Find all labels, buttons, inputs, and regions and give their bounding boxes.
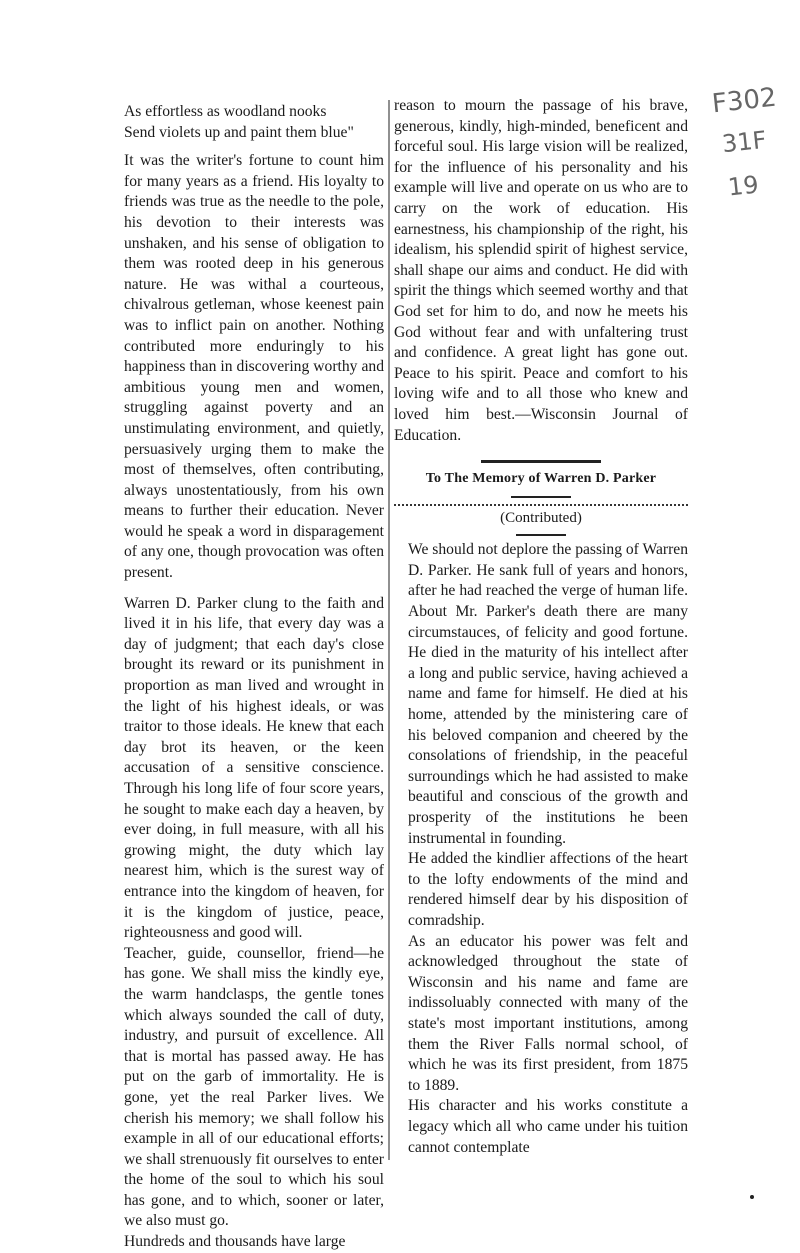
section-rule-top bbox=[481, 460, 601, 463]
dotted-rule bbox=[394, 504, 688, 506]
margin-note-19: 19 bbox=[726, 170, 760, 202]
paragraph-faith: Warren D. Parker clung to the faith and lived it in his life, that every day was a day of judgment; that each day's close brought its reward or its punishment in proportion as man lived and wrought in the light of his highest ideals, or was traitor to those ideals. He knew that each day brot its heaven, or the keen accusation of a sensitive conscience. Through his long life of four score years, he sought to make each day a heaven, by ever doing, in full measure, with all his growing might, the duty which lay nearest him, which is the surest way of entrance into the kingdom of heaven, for it is the kingdom of justice, peace, righteousness and good will. bbox=[124, 594, 384, 942]
poem-line-1: As effortless as woodland nooks bbox=[124, 103, 327, 120]
paragraph-continued: reason to mourn the passage of his brave, generous, kindly, high-minded, beneficent and forceful soul. His large vision will be realized, for the influence of his personality and his example will live and operate on us who are to carry on the work of education. His earnestness, his championship of the right, his idealism, his splendid spirit of highest service, shall shape our aims and conduct. He did with spirit the things which seemed worthy and that God set for him to do, and now he meets his God without fear and with unfaltering trust and confidence. A great light has gone out. Peace to his spirit. Peace and comfort to his loving wife and to all those who knew and loved him best.—Wisconsin Journal of Education. bbox=[394, 97, 688, 444]
margin-note-31f: 31F bbox=[720, 125, 768, 159]
section-rule-mid bbox=[511, 496, 571, 498]
paragraph-deplore: We should not deplore the passing of Warren D. Parker. He sank full of years and honors, after he had reached the verge of human life. About Mr. Parker's death there are many circumstauces, of felicity and good fortune. He died in the maturity of his intellect after a long and public service, having achieved a name and fame for himself. He died at his home, attended by the ministering care of his beloved companion and cheered by the consolations of friendship, in the peaceful surroundings which he had assisted to make beautiful and conscious of the growth and prosperity of the institutions he been instrumental in founding. bbox=[408, 541, 688, 847]
section-title: To The Memory of Warren D. Parker bbox=[425, 471, 657, 487]
ink-speck bbox=[750, 1195, 754, 1199]
poem-quote bbox=[110, 102, 384, 143]
paragraph-educator: As an educator his power was felt and acknowledged throughout the state of Wisconsin and his name and fame are indissoluably connected with many of the state's most important institutions, among them the River Falls normal school, of which he was its first president, from 1875 to 1889. bbox=[408, 932, 688, 1094]
paragraph-affections: He added the kindlier affections of the heart to the lofty endowments of the mind and rendered himself dear by his disposition of comradship. bbox=[408, 850, 688, 929]
paragraph-legacy: His character and his works constitute a legacy which all who came under his tuition cannot contemplate bbox=[408, 1097, 688, 1156]
right-column bbox=[394, 96, 688, 1158]
paragraph-hundreds: Hundreds and thousands have large bbox=[124, 1233, 346, 1251]
margin-note-f302: F302 bbox=[710, 82, 778, 120]
section-rule-bottom bbox=[516, 534, 566, 536]
contributed-label: (Contributed) bbox=[500, 509, 582, 526]
left-column bbox=[110, 96, 384, 1253]
paragraph-farewell: Teacher, guide, counsellor, friend—he has gone. We shall miss the kindly eye, the warm handclasps, the gentle tones which always sounded the call of duty, industry, and pursuit of excellence. All that is mortal has passed away. He has put on the garb of immortality. He is gone, yet the real Parker lives. We cherish his memory; we shall follow his example in all of our educational efforts; we shall strenuously fit ourselves to enter the home of the soul to which his soul has gone, and to which, sooner or later, we also must go. bbox=[124, 944, 384, 1230]
column-divider bbox=[388, 100, 390, 1160]
paragraph-friendship: It was the writer's fortune to count him for many years as a friend. His loyalty to friends was true as the needle to the pole, his devotion to their interests was unshaken, and his sense of obligation to them was rooted deep in his generous nature. He was withal a courteous, chivalrous getleman, whose keenest pain was to inflict pain on another. Nothing contributed more enduringly to his happiness than in discovering worthy and ambitious young men and women, struggling against poverty and an unstimulating environment, and quietly, persuasively urging them to make the most of themselves, often contributing, always unostentatiously, from his own means to further their education. Never would he speak a word in disparagement of any one, though provocation was often present. bbox=[124, 152, 384, 582]
poem-line-2: Send violets up and paint them blue" bbox=[124, 123, 354, 141]
